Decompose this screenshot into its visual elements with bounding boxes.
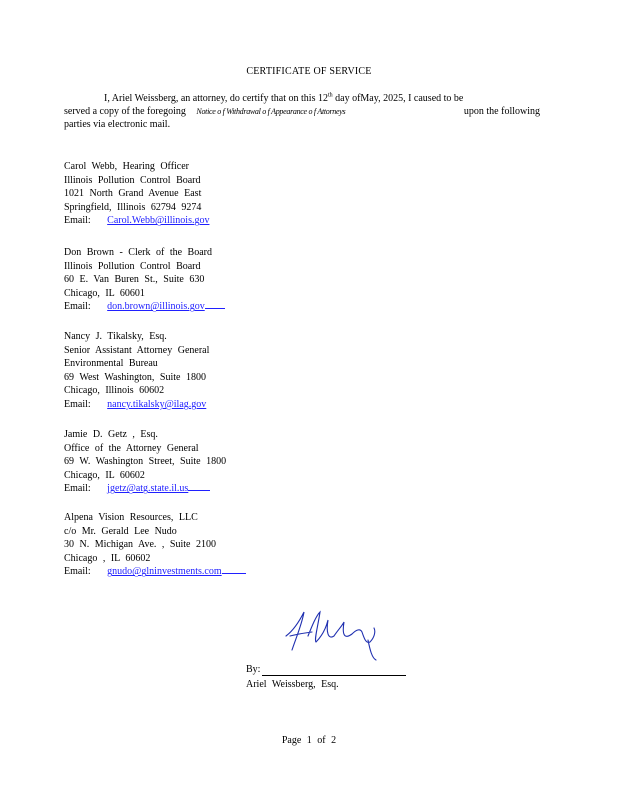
signature-line [262, 675, 406, 676]
recipient-line: Don Brown - Clerk of the Board [64, 247, 212, 258]
recipient-line: Chicago , IL 60602 [64, 552, 151, 564]
recipient-line: Senior Assistant Attorney General [64, 344, 210, 356]
day-ordinal-suffix: th [327, 92, 333, 99]
email-link[interactable]: nancy.tikalsky@ilag.gov [107, 398, 207, 410]
signature-by-label: By: [246, 664, 261, 675]
email-label: Email: [64, 215, 91, 227]
recipient-line: Springfield, Illinois 62794 9274 [64, 201, 202, 213]
document-title: CERTIFICATE OF SERVICE [246, 66, 372, 77]
recipient-line: Chicago, IL 60602 [64, 469, 145, 481]
email-link[interactable]: Carol.Webb@illinois.gov [107, 215, 210, 227]
intro-line-2 [64, 106, 540, 119]
recipient-email-row [64, 398, 209, 412]
email-label: Email: [64, 301, 91, 313]
recipient-line: Alpena Vision Resources, LLC [64, 512, 198, 523]
recipient-email-row [64, 214, 209, 228]
signer-name: Ariel Weissberg, Esq. [246, 679, 339, 690]
intro-line-2-text: served a copy of the foregoing [64, 106, 186, 117]
intro-line-3: parties via electronic mail. [64, 119, 171, 130]
email-link[interactable]: jgetz@atg.state.il.us [107, 483, 189, 495]
recipient-line: Nancy J. Tikalsky, Esq. [64, 331, 167, 342]
document-reference: Notice o f Withdrawal o f Appearance o f Attorneys [196, 107, 346, 116]
email-link[interactable]: gnudo@glninvestments.com [107, 566, 222, 578]
recipient-line: Illinois Pollution Control Board [64, 260, 201, 272]
recipient-line: 30 N. Michigan Ave. , Suite 2100 [64, 539, 216, 551]
recipient-line: Illinois Pollution Control Board [64, 174, 201, 186]
recipient-line: Carol Webb, Hearing Officer [64, 161, 190, 172]
intro-line-2-end: upon the following [463, 106, 540, 117]
email-link[interactable]: don.brown@illinois.gov [107, 301, 205, 313]
recipient-block [64, 511, 246, 579]
recipient-block [64, 246, 225, 314]
recipient-line: Office of the Attorney General [64, 442, 199, 454]
recipient-block [64, 428, 226, 496]
recipient-line: Jamie D. Getz , Esq. [64, 429, 158, 440]
email-label: Email: [64, 566, 91, 578]
recipient-line: Chicago, Illinois 60602 [64, 385, 165, 397]
intro-line-1 [64, 93, 580, 106]
recipient-email-row [64, 482, 226, 496]
recipient-line: 1021 North Grand Avenue East [64, 188, 202, 200]
recipient-email-row [64, 300, 225, 314]
recipient-block [64, 330, 209, 412]
recipient-line: 69 West Washington, Suite 1800 [64, 371, 206, 383]
handwritten-signature [282, 606, 382, 666]
recipient-line: Environmental Bureau [64, 358, 158, 370]
recipient-line: 60 E. Van Buren St., Suite 630 [64, 274, 205, 286]
intro-line-1-text: I, Ariel Weissberg, an attorney, do certify that on this 12 [104, 93, 328, 104]
email-label: Email: [64, 398, 91, 410]
recipient-block [64, 160, 209, 228]
recipient-line: c/o Mr. Gerald Lee Nudo [64, 525, 177, 537]
recipient-line: Chicago, IL 60601 [64, 287, 145, 299]
intro-line-1-end: day ofMay, 2025, I caused to be [332, 93, 464, 104]
recipient-line: 69 W. Washington Street, Suite 1800 [64, 456, 227, 468]
page-number: Page 1 of 2 [281, 735, 337, 746]
email-label: Email: [64, 483, 91, 495]
recipient-email-row [64, 565, 246, 579]
